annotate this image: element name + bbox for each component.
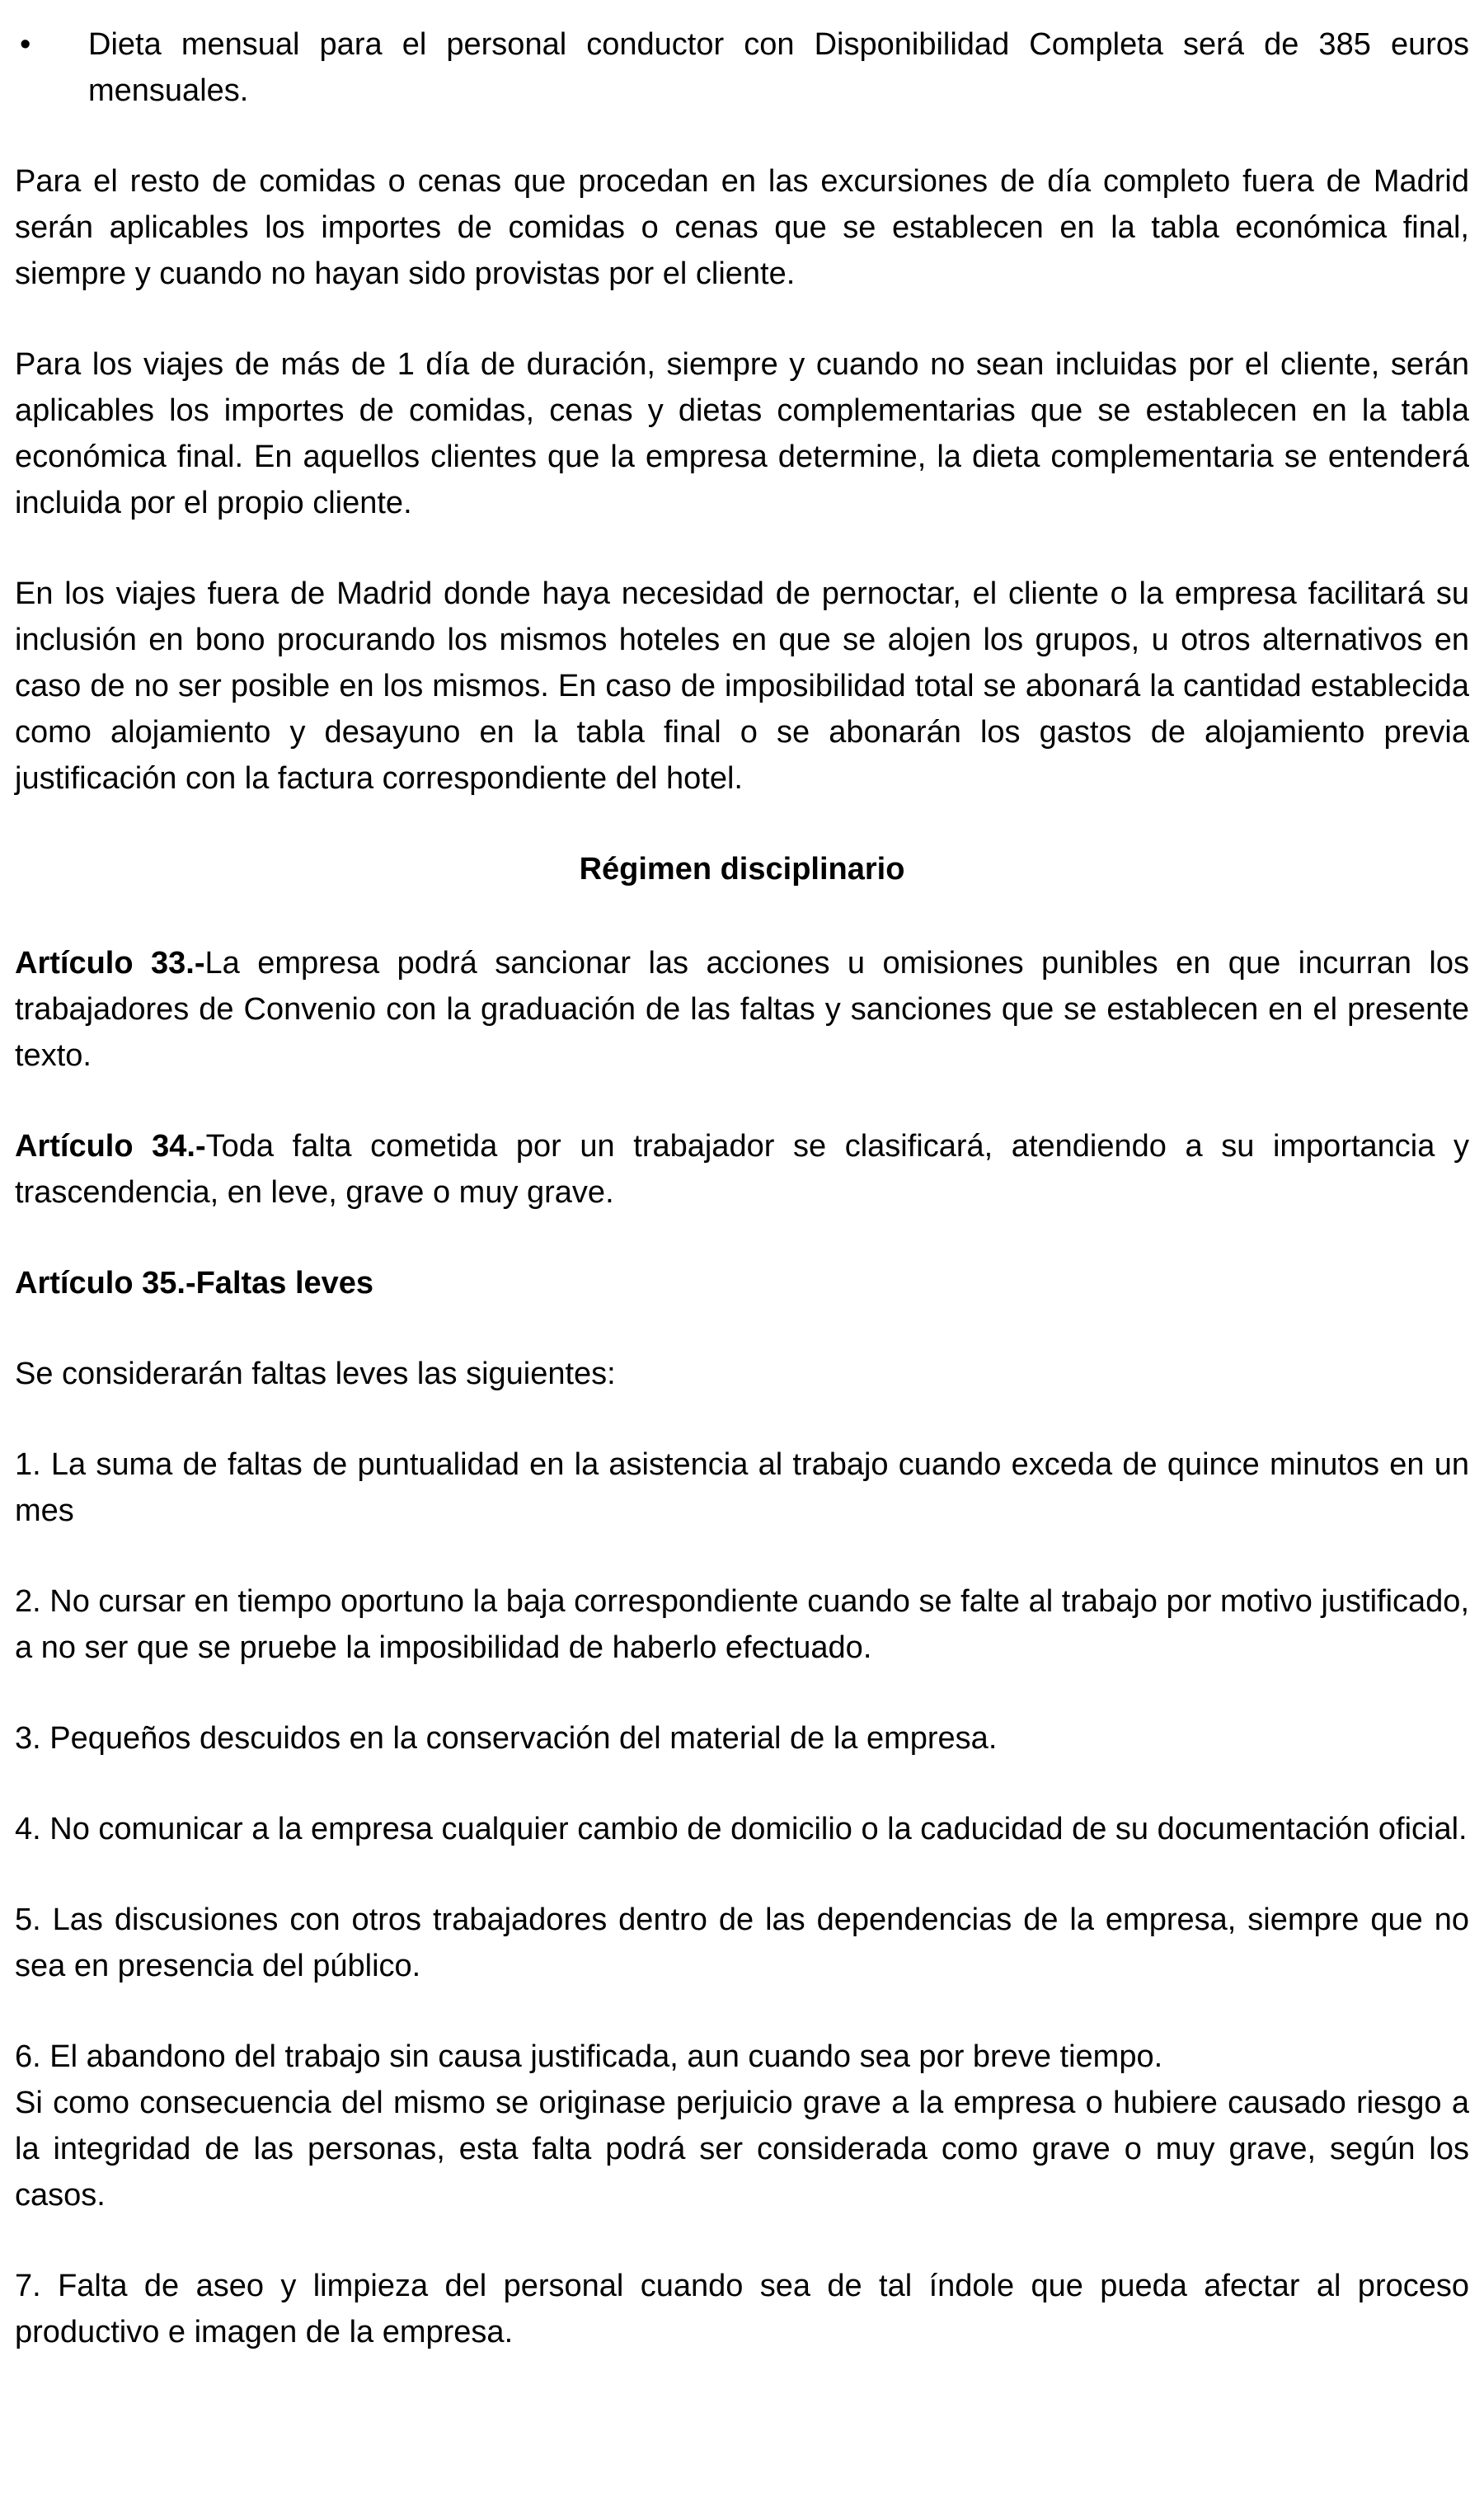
paragraph: Para los viajes de más de 1 día de duración, siempre y cuando no sean incluidas por el cliente, serán aplicables los importes de comidas, cenas y dietas complementarias que se establecen en la tabla económica final. En aquellos clientes que la empresa determine, la dieta complementaria se entenderá incluida por el propio cliente. xyxy=(15,347,1469,520)
article-paragraph: Artículo 34.-Toda falta cometida por un trabajador se clasificará, atendiendo a su importancia y trascendencia, en leve, grave o muy grave. xyxy=(15,1129,1469,1210)
article-paragraph: Artículo 33.-La empresa podrá sancionar las acciones u omisiones punibles en que incurran los trabajadores de Convenio con la graduación de las faltas y sanciones que se establecen en el presente texto. xyxy=(15,946,1469,1073)
section-heading: Régimen disciplinario xyxy=(579,852,905,887)
paragraph: Se considerarán faltas leves las siguientes: xyxy=(15,1357,616,1391)
paragraph: 5. Las discusiones con otros trabajadores dentro de las dependencias de la empresa, siempre que no sea en presencia del público. xyxy=(15,1903,1469,1983)
paragraph-line: 6. El abandono del trabajo sin causa justificada, aun cuando sea por breve tiempo. xyxy=(15,2039,1163,2074)
bullet-marker-icon: • xyxy=(20,27,31,62)
paragraph: 1. La suma de faltas de puntualidad en la asistencia al trabajo cuando exceda de quince minutos en un mes xyxy=(15,1447,1469,1528)
bullet-list-item xyxy=(15,21,1469,114)
article-heading: Artículo 35.-Faltas leves xyxy=(15,1266,374,1301)
document-body xyxy=(15,21,1469,2355)
paragraph: Para el resto de comidas o cenas que procedan en las excursiones de día completo fuera de Madrid serán aplicables los importes de comidas o cenas que se establecen en la tabla económica final, siempre y cuando no hayan sido provistas por el cliente. xyxy=(15,164,1469,291)
paragraph: 7. Falta de aseo y limpieza del personal cuando sea de tal índole que pueda afectar al proceso productivo e imagen de la empresa. xyxy=(15,2269,1469,2349)
paragraph: 2. No cursar en tiempo oportuno la baja correspondiente cuando se falte al trabajo por motivo justificado, a no ser que se pruebe la imposibilidad de haberlo efectuado. xyxy=(15,1584,1469,1665)
paragraph: En los viajes fuera de Madrid donde haya necesidad de pernoctar, el cliente o la empresa facilitará su inclusión en bono procurando los mismos hoteles en que se alojen los grupos, u otros alternativos en caso de no ser posible en los mismos. En caso de imposibilidad total se abonará la cantidad establecida como alojamiento y desayuno en la tabla final o se abonarán los gastos de alojamiento previa justificación con la factura correspondiente del hotel. xyxy=(15,576,1469,796)
article-label: Artículo 34.- xyxy=(15,1129,206,1164)
bullet-item-text: Dieta mensual para el personal conductor con Disponibilidad Completa será de 385 euros mensuales. xyxy=(88,27,1469,108)
paragraph xyxy=(15,2034,1469,2218)
paragraph-line: Si como consecuencia del mismo se originase perjuicio grave a la empresa o hubiere causado riesgo a la integridad de las personas, esta falta podrá ser considerada como grave o muy grave, según los casos. xyxy=(15,2086,1469,2213)
article-label: Artículo 33.- xyxy=(15,946,205,981)
paragraph: 3. Pequeños descuidos en la conservación del material de la empresa. xyxy=(15,1721,998,1756)
paragraph: 4. No comunicar a la empresa cualquier cambio de domicilio o la caducidad de su documentación oficial. xyxy=(15,1812,1468,1846)
